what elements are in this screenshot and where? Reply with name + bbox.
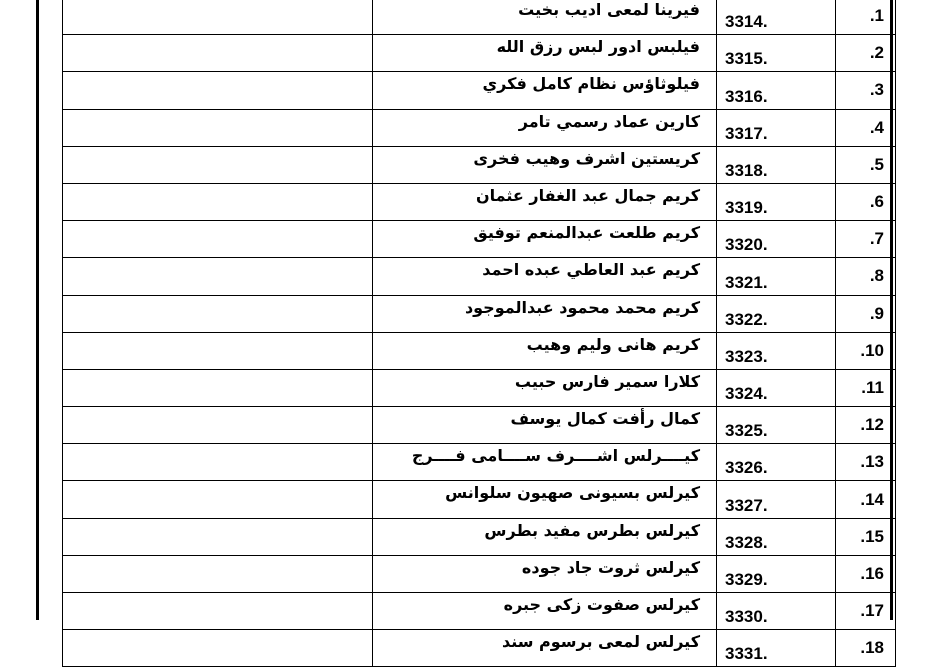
student-name-cell xyxy=(373,630,717,667)
table-row xyxy=(63,295,896,332)
student-name-cell xyxy=(373,518,717,555)
table-row xyxy=(63,183,896,220)
empty-cell xyxy=(63,146,373,183)
table-row xyxy=(63,72,896,109)
student-code: 3331. xyxy=(717,630,836,667)
student-code: 3330. xyxy=(717,593,836,630)
student-name: كيرلس ثروت جاد جوده xyxy=(521,557,700,577)
table-row xyxy=(63,369,896,406)
student-code: 3325. xyxy=(717,407,836,444)
row-number: .13 xyxy=(836,444,896,481)
student-code: 3328. xyxy=(717,518,836,555)
empty-cell xyxy=(63,183,373,220)
row-number: .2 xyxy=(836,35,896,72)
student-name: كيرلس لمعى برسوم سند xyxy=(501,632,700,652)
student-code: 3326. xyxy=(717,444,836,481)
row-number: .4 xyxy=(836,109,896,146)
table-row xyxy=(63,221,896,258)
student-name: كلارا سمير فارس حبيب xyxy=(514,371,700,391)
student-name-cell xyxy=(373,35,717,72)
student-name-cell xyxy=(373,555,717,592)
student-code: 3317. xyxy=(717,109,836,146)
empty-cell xyxy=(63,593,373,630)
empty-cell xyxy=(63,295,373,332)
student-name: فيلبس ادور لبس رزق الله xyxy=(496,37,700,57)
empty-cell xyxy=(63,72,373,109)
empty-cell xyxy=(63,555,373,592)
student-name-cell xyxy=(373,332,717,369)
student-name: فيلوثاؤس نظام كامل فكري xyxy=(482,74,700,94)
student-name-cell xyxy=(373,481,717,518)
empty-cell xyxy=(63,630,373,667)
row-number: .3 xyxy=(836,72,896,109)
table-row xyxy=(63,407,896,444)
student-name: كريم جمال عبد الغفار عثمان xyxy=(475,185,700,205)
empty-cell xyxy=(63,109,373,146)
student-name-cell xyxy=(373,593,717,630)
student-code: 3329. xyxy=(717,555,836,592)
student-name: كارين عماد رسمي تامر xyxy=(518,111,700,131)
table-row xyxy=(63,481,896,518)
empty-cell xyxy=(63,35,373,72)
table-row xyxy=(63,332,896,369)
student-name-cell xyxy=(373,109,717,146)
student-name: كمال رأفت كمال يوسف xyxy=(510,409,700,429)
empty-cell xyxy=(63,444,373,481)
student-name-cell xyxy=(373,72,717,109)
student-name-cell xyxy=(373,146,717,183)
table-row xyxy=(63,593,896,630)
student-code: 3322. xyxy=(717,295,836,332)
row-number: .15 xyxy=(836,518,896,555)
student-name-cell xyxy=(373,444,717,481)
row-number: .5 xyxy=(836,146,896,183)
student-table-wrapper xyxy=(62,0,884,667)
table-row xyxy=(63,555,896,592)
student-code: 3323. xyxy=(717,332,836,369)
row-number: .17 xyxy=(836,593,896,630)
student-name-cell xyxy=(373,221,717,258)
table-row xyxy=(63,258,896,295)
student-code: 3320. xyxy=(717,221,836,258)
student-name: كيرلس بطرس مفيد بطرس xyxy=(484,520,700,540)
empty-cell xyxy=(63,221,373,258)
row-number: .12 xyxy=(836,407,896,444)
row-number: .14 xyxy=(836,481,896,518)
student-code: 3314. xyxy=(717,0,836,35)
student-name-cell xyxy=(373,369,717,406)
student-name-cell xyxy=(373,183,717,220)
student-name-cell xyxy=(373,0,717,35)
row-number: .10 xyxy=(836,332,896,369)
row-number: .9 xyxy=(836,295,896,332)
student-code: 3318. xyxy=(717,146,836,183)
row-number: .7 xyxy=(836,221,896,258)
table-row xyxy=(63,146,896,183)
empty-cell xyxy=(63,0,373,35)
row-number: .11 xyxy=(836,369,896,406)
student-name-cell xyxy=(373,295,717,332)
row-number: .16 xyxy=(836,555,896,592)
empty-cell xyxy=(63,369,373,406)
table-row xyxy=(63,518,896,555)
student-code: 3327. xyxy=(717,481,836,518)
student-name: كيرلس صفوت زكى جبره xyxy=(503,595,700,614)
student-name: كريستين اشرف وهيب فخرى xyxy=(473,148,700,168)
student-code: 3316. xyxy=(717,72,836,109)
empty-cell xyxy=(63,407,373,444)
student-name-cell xyxy=(373,258,717,295)
table-row xyxy=(63,35,896,72)
row-number: .18 xyxy=(836,630,896,667)
empty-cell xyxy=(63,332,373,369)
table-row xyxy=(63,109,896,146)
student-code: 3319. xyxy=(717,183,836,220)
student-table-body xyxy=(63,0,896,667)
student-name-cell xyxy=(373,407,717,444)
table-row xyxy=(63,630,896,667)
student-code: 3321. xyxy=(717,258,836,295)
student-name: كيرلس بسيونى صهيون سلوانس xyxy=(445,483,700,503)
student-table xyxy=(62,0,896,667)
student-name: فيرينا لمعى اديب بخيت xyxy=(518,0,700,19)
table-row xyxy=(63,444,896,481)
student-name: كريم هانى وليم وهيب xyxy=(526,334,700,354)
student-code: 3315. xyxy=(717,35,836,72)
empty-cell xyxy=(63,481,373,518)
empty-cell xyxy=(63,518,373,555)
row-number: .6 xyxy=(836,183,896,220)
student-name: كريم محمد محمود عبدالموجود xyxy=(464,297,700,317)
table-row xyxy=(63,0,896,35)
student-name: كيــــرلس اشــــرف ســــامى فــــرج xyxy=(411,446,700,466)
empty-cell xyxy=(63,258,373,295)
row-number: .8 xyxy=(836,258,896,295)
row-number: .1 xyxy=(836,0,896,35)
student-name: كريم طلعت عبدالمنعم توفيق xyxy=(473,223,700,243)
page-border-left xyxy=(36,0,39,620)
student-code: 3324. xyxy=(717,369,836,406)
student-name: كريم عبد العاطي عبده احمد xyxy=(482,260,700,280)
